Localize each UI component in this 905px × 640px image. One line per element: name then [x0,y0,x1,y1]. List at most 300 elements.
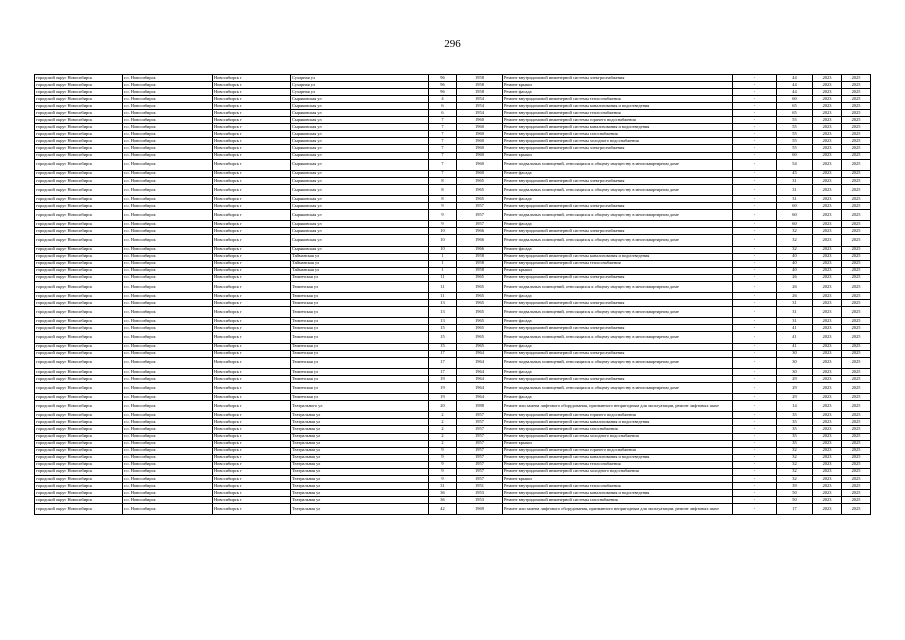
count-cell: 35 [777,440,813,447]
count-cell: 32 [777,447,813,454]
count-cell: 60 [777,210,813,221]
house-number-cell: 2 [429,433,457,440]
dash-cell: - [733,482,777,489]
municipality-cell: городской округ Новосибирск [35,131,123,138]
district-cell: г.о. Новосибирск [123,89,213,96]
house-number-cell: 1 [429,253,457,260]
build-year-cell: 1965 [457,300,503,307]
table-row [35,350,871,357]
build-year-cell: 1957 [457,221,503,228]
dash-cell: - [733,318,777,325]
work-type-cell: Ремонт внутридомовой инженерной системы канализования и водоотведения [503,419,733,426]
house-number-cell: 11 [429,293,457,300]
end-year-cell: 2025 [842,159,871,170]
district-cell: г.о. Новосибирск [123,170,213,177]
district-cell: г.о. Новосибирск [123,281,213,292]
dash-cell: - [733,375,777,382]
build-year-cell: 1957 [457,468,503,475]
table-row [35,368,871,375]
build-year-cell: 1954 [457,96,503,103]
district-cell: г.о. Новосибирск [123,152,213,159]
street-cell: Театральная ул [291,503,429,514]
house-number-cell: 1 [429,267,457,274]
work-type-cell: Ремонт внутридомовой инженерной системы канализования и водоотведения [503,124,733,131]
build-year-cell: 1964 [457,368,503,375]
street-cell: Сыряковская ул [291,110,429,117]
count-cell: 30 [777,368,813,375]
district-cell: г.о. Новосибирск [123,131,213,138]
start-year-cell: 2023 [813,489,842,496]
end-year-cell: 2025 [842,433,871,440]
street-cell: Тюменская ул [291,375,429,382]
house-number-cell: 2 [429,412,457,419]
count-cell: 35 [777,433,813,440]
count-cell: 30 [777,350,813,357]
build-year-cell: 1957 [457,419,503,426]
municipality-cell: городской округ Новосибирск [35,96,123,103]
table-row [35,300,871,307]
municipality-cell: городской округ Новосибирск [35,228,123,235]
end-year-cell: 2025 [842,235,871,246]
end-year-cell: 2025 [842,489,871,496]
district-cell: г.о. Новосибирск [123,419,213,426]
work-type-cell: Ремонт фасада [503,170,733,177]
dash-cell: - [733,325,777,332]
end-year-cell: 2025 [842,210,871,221]
count-cell: 14 [777,401,813,412]
district-cell: г.о. Новосибирск [123,318,213,325]
dash-cell: - [733,117,777,124]
district-cell: г.о. Новосибирск [123,124,213,131]
city-cell: Новосибирск г [213,89,291,96]
city-cell: Новосибирск г [213,447,291,454]
build-year-cell: 1964 [457,357,503,368]
street-cell: Тюменская ул [291,332,429,343]
build-year-cell: 1958 [457,89,503,96]
house-number-cell: 10 [429,246,457,253]
house-number-cell: 36 [429,496,457,503]
work-type-cell: Ремонт внутридомовой инженерной системы газоснабжения [503,426,733,433]
house-number-cell: 19 [429,394,457,401]
end-year-cell: 2025 [842,503,871,514]
district-cell: г.о. Новосибирск [123,110,213,117]
dash-cell: - [733,260,777,267]
end-year-cell: 2025 [842,343,871,350]
district-cell: г.о. Новосибирск [123,293,213,300]
work-type-cell: Ремонт или замена лифтового оборудования, признанного непригодным для эксплуатации, ремонт лифтовых шахт [503,503,733,514]
table-row [35,138,871,145]
start-year-cell: 2023 [813,253,842,260]
municipality-cell: городской округ Новосибирск [35,300,123,307]
start-year-cell: 2023 [813,318,842,325]
work-type-cell: Ремонт внутридомовой инженерной системы газоснабжения [503,496,733,503]
street-cell: Сыряковская ул [291,96,429,103]
work-type-cell: Ремонт внутридомовой инженерной системы электроснабжения [503,325,733,332]
city-cell: Новосибирск г [213,433,291,440]
build-year-cell: 1965 [457,293,503,300]
work-type-cell: Ремонт подвальных помещений, относящихся к общему имуществу в многоквартирном доме [503,210,733,221]
work-type-cell: Ремонт фасада [503,293,733,300]
street-cell: Сыряковская ул [291,210,429,221]
table-row [35,110,871,117]
count-cell: 54 [777,159,813,170]
house-number-cell: 20 [429,401,457,412]
count-cell: 32 [777,228,813,235]
count-cell: 17 [777,503,813,514]
city-cell: Новосибирск г [213,318,291,325]
start-year-cell: 2023 [813,96,842,103]
start-year-cell: 2023 [813,426,842,433]
build-year-cell: 1965 [457,274,503,281]
work-type-cell: Ремонт внутридомовой инженерной системы горячего водоснабжения [503,412,733,419]
dash-cell: - [733,401,777,412]
work-type-cell: Ремонт внутридомовой инженерной системы электроснабжения [503,274,733,281]
city-cell: Новосибирск г [213,368,291,375]
table-row [35,267,871,274]
city-cell: Новосибирск г [213,440,291,447]
build-year-cell: 1960 [457,138,503,145]
street-cell: Сыряковская ул [291,246,429,253]
work-type-cell: Ремонт подвальных помещений, относящихся к общему имуществу в многоквартирном доме [503,281,733,292]
street-cell: Сухарная ул [291,89,429,96]
dash-cell: - [733,210,777,221]
table-row [35,475,871,482]
work-type-cell: Ремонт фасада [503,196,733,203]
house-number-cell: 36 [429,489,457,496]
end-year-cell: 2025 [842,152,871,159]
city-cell: Новосибирск г [213,489,291,496]
build-year-cell: 1964 [457,350,503,357]
end-year-cell: 2025 [842,401,871,412]
dash-cell: - [733,343,777,350]
work-type-cell: Ремонт фасада [503,89,733,96]
municipality-cell: городской округ Новосибирск [35,210,123,221]
district-cell: г.о. Новосибирск [123,82,213,89]
city-cell: Новосибирск г [213,75,291,82]
start-year-cell: 2023 [813,75,842,82]
build-year-cell: 1951 [457,482,503,489]
count-cell: 31 [777,177,813,184]
work-type-cell: Ремонт внутридомовой инженерной системы холодного водоснабжения [503,468,733,475]
district-cell: г.о. Новосибирск [123,75,213,82]
table-row [35,145,871,152]
count-cell: 41 [777,332,813,343]
district-cell: г.о. Новосибирск [123,426,213,433]
dash-cell: - [733,433,777,440]
municipality-cell: городской округ Новосибирск [35,177,123,184]
count-cell: 44 [777,82,813,89]
dash-cell: - [733,145,777,152]
work-type-cell: Ремонт подвальных помещений, относящихся к общему имуществу в многоквартирном доме [503,159,733,170]
work-type-cell: Ремонт подвальных помещений, относящихся к общему имуществу в многоквартирном доме [503,382,733,393]
street-cell: Театральная ул [291,433,429,440]
dash-cell: - [733,496,777,503]
dash-cell: - [733,426,777,433]
city-cell: Новосибирск г [213,468,291,475]
start-year-cell: 2023 [813,475,842,482]
city-cell: Новосибирск г [213,412,291,419]
house-number-cell: 15 [429,332,457,343]
work-type-cell: Ремонт внутридомовой инженерной системы теплоснабжения [503,110,733,117]
house-number-cell: 42 [429,503,457,514]
build-year-cell: 1957 [457,210,503,221]
build-year-cell: 1957 [457,440,503,447]
end-year-cell: 2025 [842,253,871,260]
build-year-cell: 1957 [457,475,503,482]
count-cell: 55 [777,138,813,145]
table-row [35,103,871,110]
start-year-cell: 2023 [813,89,842,96]
end-year-cell: 2025 [842,307,871,318]
municipality-cell: городской округ Новосибирск [35,117,123,124]
start-year-cell: 2023 [813,293,842,300]
table-row [35,307,871,318]
municipality-cell: городской округ Новосибирск [35,267,123,274]
municipality-cell: городской округ Новосибирск [35,138,123,145]
count-cell: 40 [777,253,813,260]
street-cell: Сухарная ул [291,75,429,82]
count-cell: 32 [777,461,813,468]
work-type-cell: Ремонт внутридомовой инженерной системы газоснабжения [503,131,733,138]
table-row [35,203,871,210]
dash-cell: - [733,138,777,145]
start-year-cell: 2023 [813,184,842,195]
municipality-cell: городской округ Новосибирск [35,482,123,489]
start-year-cell: 2023 [813,447,842,454]
end-year-cell: 2025 [842,103,871,110]
house-number-cell: 10 [429,235,457,246]
municipality-cell: городской округ Новосибирск [35,503,123,514]
district-cell: г.о. Новосибирск [123,368,213,375]
street-cell: Сыряковская ул [291,131,429,138]
build-year-cell: 1966 [457,235,503,246]
table-row [35,177,871,184]
table-row [35,440,871,447]
build-year-cell: 1960 [457,152,503,159]
end-year-cell: 2025 [842,475,871,482]
dash-cell: - [733,300,777,307]
start-year-cell: 2023 [813,343,842,350]
dash-cell: - [733,267,777,274]
table-row [35,274,871,281]
build-year-cell: 1957 [457,203,503,210]
street-cell: Сыряковская ул [291,138,429,145]
dash-cell: - [733,394,777,401]
dash-cell: - [733,203,777,210]
build-year-cell: 1965 [457,332,503,343]
table-row [35,433,871,440]
work-type-cell: Ремонт внутридомовой инженерной системы электроснабжения [503,75,733,82]
street-cell: Тайманская ул [291,260,429,267]
city-cell: Новосибирск г [213,419,291,426]
district-cell: г.о. Новосибирск [123,159,213,170]
district-cell: г.о. Новосибирск [123,246,213,253]
city-cell: Новосибирск г [213,145,291,152]
municipality-cell: городской округ Новосибирск [35,274,123,281]
dash-cell: - [733,196,777,203]
table-row [35,447,871,454]
district-cell: г.о. Новосибирск [123,96,213,103]
end-year-cell: 2025 [842,375,871,382]
table-row [35,131,871,138]
house-number-cell: 19 [429,382,457,393]
count-cell: 50 [777,489,813,496]
end-year-cell: 2025 [842,138,871,145]
end-year-cell: 2025 [842,461,871,468]
street-cell: Театрального ул [291,401,429,412]
dash-cell: - [733,350,777,357]
end-year-cell: 2025 [842,117,871,124]
count-cell: 55 [777,124,813,131]
municipality-cell: городской округ Новосибирск [35,350,123,357]
house-number-cell: 15 [429,325,457,332]
district-cell: г.о. Новосибирск [123,274,213,281]
build-year-cell: 1957 [457,447,503,454]
district-cell: г.о. Новосибирск [123,496,213,503]
build-year-cell: 1958 [457,267,503,274]
municipality-cell: городской округ Новосибирск [35,170,123,177]
district-cell: г.о. Новосибирск [123,350,213,357]
end-year-cell: 2025 [842,350,871,357]
municipality-cell: городской округ Новосибирск [35,394,123,401]
street-cell: Театральная ул [291,412,429,419]
street-cell: Сыряковская ул [291,177,429,184]
table-row [35,503,871,514]
build-year-cell: 1966 [457,246,503,253]
district-cell: г.о. Новосибирск [123,210,213,221]
start-year-cell: 2023 [813,124,842,131]
count-cell: 35 [777,419,813,426]
street-cell: Тюменская ул [291,394,429,401]
end-year-cell: 2025 [842,382,871,393]
municipality-cell: городской округ Новосибирск [35,440,123,447]
dash-cell: - [733,461,777,468]
city-cell: Новосибирск г [213,350,291,357]
house-number-cell: 96 [429,82,457,89]
work-type-cell: Ремонт внутридомовой инженерной системы электроснабжения [503,177,733,184]
start-year-cell: 2023 [813,496,842,503]
count-cell: 55 [777,131,813,138]
start-year-cell: 2023 [813,454,842,461]
table-row [35,159,871,170]
table-row [35,318,871,325]
build-year-cell: 1964 [457,382,503,393]
municipality-cell: городской округ Новосибирск [35,260,123,267]
work-type-cell: Ремонт или замена лифтового оборудования, признанного непригодным для эксплуатации, ремонт лифтовых шахт [503,401,733,412]
city-cell: Новосибирск г [213,300,291,307]
city-cell: Новосибирск г [213,375,291,382]
municipality-cell: городской округ Новосибирск [35,253,123,260]
city-cell: Новосибирск г [213,82,291,89]
city-cell: Новосибирск г [213,343,291,350]
city-cell: Новосибирск г [213,454,291,461]
build-year-cell: 1958 [457,75,503,82]
house-number-cell: 8 [429,196,457,203]
municipality-cell: городской округ Новосибирск [35,203,123,210]
start-year-cell: 2023 [813,325,842,332]
municipality-cell: городской округ Новосибирск [35,382,123,393]
count-cell: 40 [777,260,813,267]
dash-cell: - [733,440,777,447]
work-type-cell: Ремонт внутридомовой инженерной системы канализования и водоотведения [503,103,733,110]
house-number-cell: 13 [429,318,457,325]
build-year-cell: 1960 [457,145,503,152]
work-type-cell: Ремонт подвальных помещений, относящихся к общему имуществу в многоквартирном доме [503,184,733,195]
street-cell: Тюменская ул [291,382,429,393]
dash-cell: - [733,96,777,103]
house-number-cell: 13 [429,300,457,307]
city-cell: Новосибирск г [213,235,291,246]
municipality-cell: городской округ Новосибирск [35,110,123,117]
municipality-cell: городской округ Новосибирск [35,412,123,419]
street-cell: Театральная ул [291,419,429,426]
street-cell: Театральная ул [291,447,429,454]
city-cell: Новосибирск г [213,475,291,482]
house-number-cell: 9 [429,461,457,468]
build-year-cell: 1965 [457,343,503,350]
table-row [35,357,871,368]
dash-cell: - [733,357,777,368]
work-type-cell: Ремонт внутридомовой инженерной системы горячего водоснабжения [503,447,733,454]
build-year-cell: 1960 [457,124,503,131]
page-number: 296 [444,38,461,50]
start-year-cell: 2023 [813,110,842,117]
district-cell: г.о. Новосибирск [123,382,213,393]
city-cell: Новосибирск г [213,124,291,131]
city-cell: Новосибирск г [213,482,291,489]
dash-cell: - [733,307,777,318]
dash-cell: - [733,281,777,292]
municipality-cell: городской округ Новосибирск [35,468,123,475]
work-type-cell: Ремонт внутридомовой инженерной системы электроснабжения [503,228,733,235]
end-year-cell: 2025 [842,203,871,210]
work-type-cell: Ремонт крыши [503,440,733,447]
build-year-cell: 1965 [457,325,503,332]
end-year-cell: 2025 [842,293,871,300]
municipality-cell: городской округ Новосибирск [35,325,123,332]
table-body [35,75,871,515]
count-cell: 31 [777,184,813,195]
start-year-cell: 2023 [813,103,842,110]
end-year-cell: 2025 [842,145,871,152]
city-cell: Новосибирск г [213,267,291,274]
municipality-cell: городской округ Новосибирск [35,103,123,110]
table-row [35,496,871,503]
build-year-cell: 1966 [457,228,503,235]
city-cell: Новосибирск г [213,246,291,253]
count-cell: 32 [777,468,813,475]
dash-cell: - [733,75,777,82]
start-year-cell: 2023 [813,375,842,382]
house-number-cell: 96 [429,89,457,96]
house-number-cell: 2 [429,419,457,426]
district-cell: г.о. Новосибирск [123,253,213,260]
start-year-cell: 2023 [813,260,842,267]
start-year-cell: 2023 [813,468,842,475]
end-year-cell: 2025 [842,96,871,103]
start-year-cell: 2023 [813,117,842,124]
municipality-cell: городской округ Новосибирск [35,489,123,496]
dash-cell: - [733,503,777,514]
start-year-cell: 2023 [813,503,842,514]
street-cell: Сухарная ул [291,82,429,89]
district-cell: г.о. Новосибирск [123,433,213,440]
city-cell: Новосибирск г [213,221,291,228]
street-cell: Сыряковская ул [291,196,429,203]
house-number-cell: 17 [429,368,457,375]
dash-cell: - [733,221,777,228]
work-type-cell: Ремонт внутридомовой инженерной системы электроснабжения [503,350,733,357]
